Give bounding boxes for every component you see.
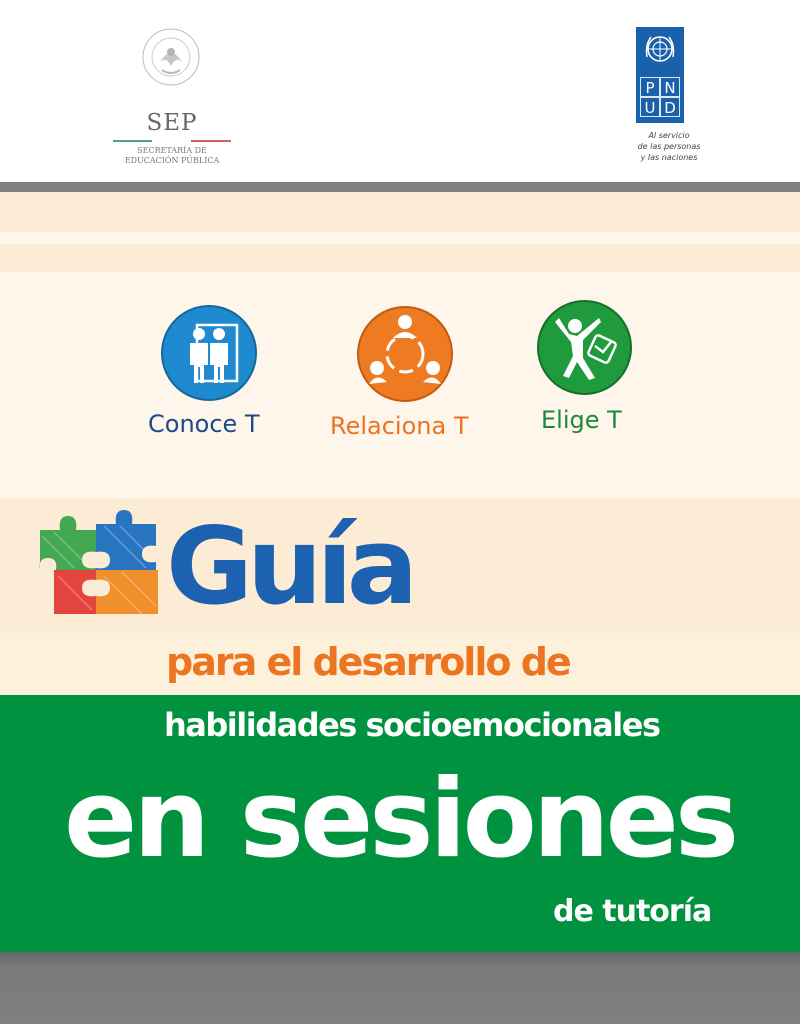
header-divider-bar (0, 182, 800, 192)
sep-logo-subtitle (108, 146, 236, 166)
cream-band (0, 192, 800, 232)
cover-subtitle-line1: para el desarrollo de (166, 640, 570, 684)
mexico-seal-logo (138, 26, 204, 88)
people-mirror-icon (161, 305, 257, 401)
sep-divider (113, 140, 231, 142)
sep-subtitle-line: EDUCACIÓN PÚBLICA (124, 156, 220, 165)
pnud-letters (640, 77, 680, 117)
pnud-letter: D (660, 97, 680, 117)
cover-subtitle-line4: de tutoría (553, 894, 712, 929)
pnud-tagline (624, 130, 714, 163)
person-choice-icon (537, 300, 632, 395)
dimension-label-elige: Elige T (541, 406, 622, 434)
un-emblem-icon (642, 31, 678, 71)
pnud-tagline-line: y las naciones (640, 153, 698, 162)
cream-band (0, 232, 800, 244)
people-circle-icon (357, 306, 453, 402)
dimension-label-conoce: Conoce T (148, 410, 260, 438)
pnud-tagline-line: Al servicio (648, 131, 690, 140)
pnud-logo (636, 27, 684, 123)
sep-logo-title: SEP (146, 110, 198, 136)
sep-subtitle-line: SECRETARÍA DE (137, 146, 207, 155)
cream-band (0, 244, 800, 272)
puzzle-logo (34, 506, 164, 618)
pnud-tagline-line: de las personas (637, 142, 701, 151)
pnud-letter: U (640, 97, 660, 117)
cover-subtitle-line3: en sesiones (64, 757, 736, 882)
cover-subtitle-line2: habilidades socioemocionales (164, 706, 660, 744)
dimension-label-relaciona: Relaciona T (330, 412, 469, 440)
pnud-letter: N (660, 77, 680, 97)
pnud-letter: P (640, 77, 660, 97)
header (0, 0, 800, 182)
footer-bar (0, 952, 800, 1024)
cover-title: Guía (166, 505, 413, 628)
